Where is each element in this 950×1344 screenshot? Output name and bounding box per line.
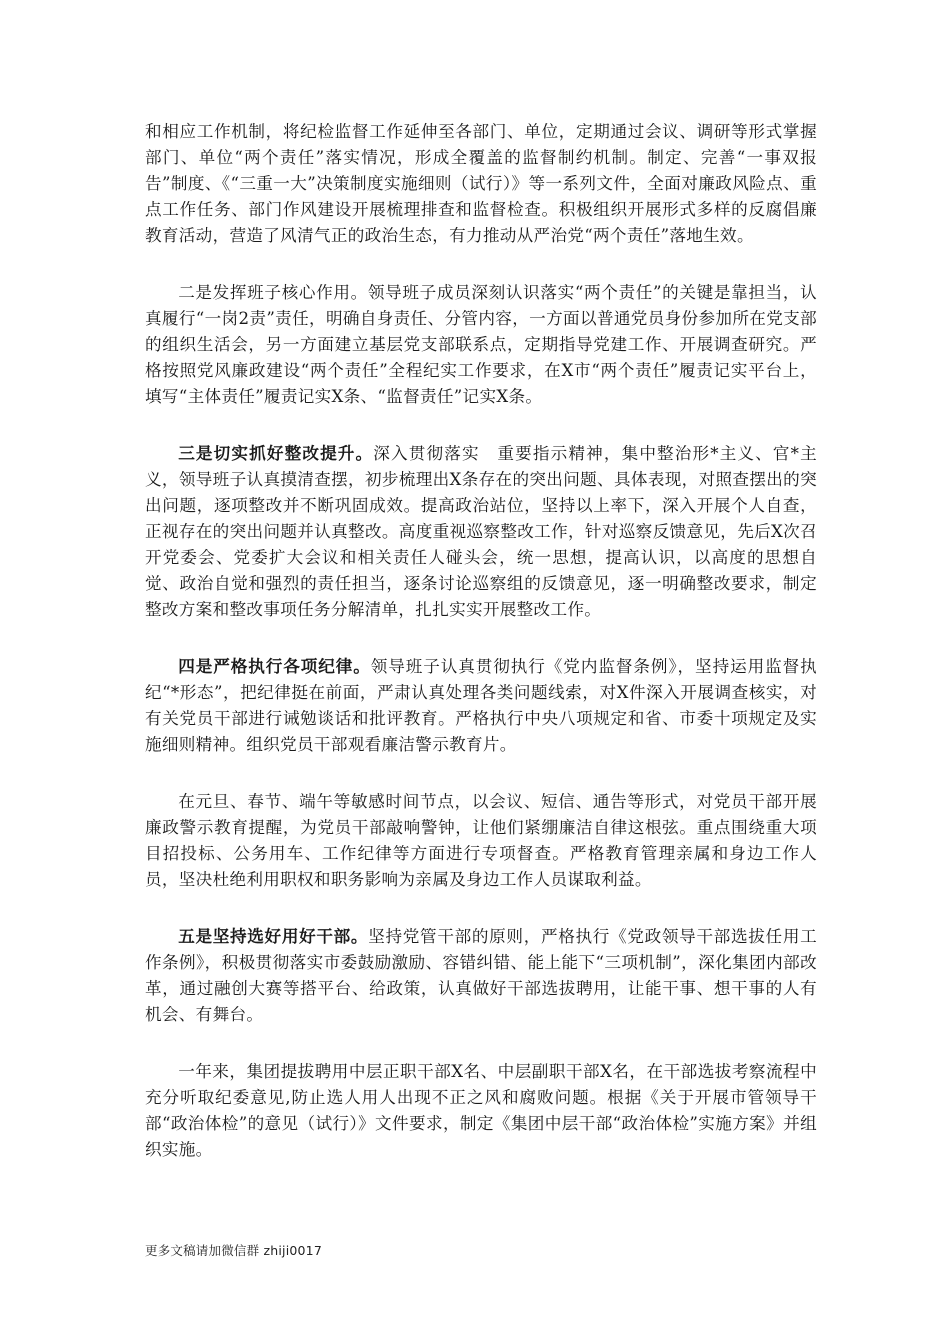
paragraph-lead: 三是切实抓好整改提升。 [178, 443, 374, 463]
paragraph-6 [145, 923, 817, 1028]
paragraph-4 [145, 653, 817, 758]
paragraph-text: 深入贯彻落实 重要指示精神，集中整治形*主义、官*主义，领导班子认真摸清查摆，初步梳理出X条存在的突出问题、具体表现，对照查摆出的突出问题，逐项整改并不断巩固成效。提高政治站位，坚持以上率下，深入开展个人自查，正视存在的突出问题并认真整改。高度重视巡察整改工作，针对巡察反馈意见，先后X次召开党委会、党委扩大会议和相关责任人碰头会，统一思想，提高认识，以高度的思想自觉、政治自觉和强烈的责任担当，逐条讨论巡察组的反馈意见，逐一明确整改要求，制定整改方案和整改事项任务分解清单，扎扎实实开展整改工作。 [145, 444, 817, 619]
document-body [145, 118, 817, 1193]
paragraph-text: 一年来，集团提拔聘用中层正职干部X名、中层副职干部X名，在干部选拔考察流程中充分听取纪委意见,防止选人用人出现不正之风和腐败问题。根据《关于开展市管领导干部“政治体检”的意见（试行）》文件要求，制定《集团中层干部“政治体检”实施方案》并组织实施。 [145, 1062, 817, 1159]
paragraph-1 [145, 118, 817, 249]
paragraph-lead: 四是严格执行各项纪律。 [178, 656, 371, 676]
paragraph-text: 二是发挥班子核心作用。领导班子成员深刻认识落实“两个责任”的关键是靠担当，认真履行“一岗2责”责任，明确自身责任、分管内容，一方面以普通党员身份参加所在党支部的组织生活会，另一方面建立基层党支部联系点，定期指导党建工作、开展调查研究。严格按照党风廉政建设“两个责任”全程纪实工作要求，在X市“两个责任”履责记实平台上，填写“主体责任”履责记实X条、“监督责任”记实X条。 [145, 283, 817, 406]
paragraph-3 [145, 440, 817, 623]
paragraph-text: 在元旦、春节、端午等敏感时间节点，以会议、短信、通告等形式，对党员干部开展廉政警示教育提醒，为党员干部敲响警钟，让他们紧绷廉洁自律这根弦。重点围绕重大项目招投标、公务用车、工作纪律等方面进行专项督查。严格教育管理亲属和身边工作人员，坚决杜绝利用职权和职务影响为亲属及身边工作人员谋取利益。 [145, 792, 817, 889]
paragraph-text: 和相应工作机制，将纪检监督工作延伸至各部门、单位，定期通过会议、调研等形式掌握部门、单位“两个责任”落实情况，形成全覆盖的监督制约机制。制定、完善“一事双报告”制度、《“三重一大”决策制度实施细则（试行）》等一系列文件，全面对廉政风险点、重点工作任务、部门作风建设开展梳理排查和监督检查。积极组织开展形式多样的反腐倡廉教育活动，营造了风清气正的政治生态，有力推动从严治党“两个责任”落地生效。 [145, 122, 817, 245]
paragraph-5 [145, 788, 817, 893]
paragraph-text: 坚持党管干部的原则，严格执行《党政领导干部选拔任用工作条例》，积极贯彻落实市委鼓励激励、容错纠错、能上能下“三项机制”，深化集团内部改革，通过融创大赛等搭平台、给政策，认真做好干部选拔聘用，让能干事、想干事的人有机会、有舞台。 [145, 927, 817, 1024]
paragraph-2 [145, 279, 817, 410]
paragraph-lead: 五是坚持选好用好干部。 [178, 926, 369, 946]
paragraph-7 [145, 1058, 817, 1163]
footer-note: 更多文稿请加微信群 zhiji0017 [145, 1243, 322, 1258]
paragraph-text: 领导班子认真贯彻执行《党内监督条例》，坚持运用监督执纪“*形态”，把纪律挺在前面，严肃认真处理各类问题线索，对X件深入开展调查核实，对有关党员干部进行诫勉谈话和批评教育。严格执行中央八项规定和省、市委十项规定及实施细则精神。组织党员干部观看廉洁警示教育片。 [145, 657, 817, 754]
